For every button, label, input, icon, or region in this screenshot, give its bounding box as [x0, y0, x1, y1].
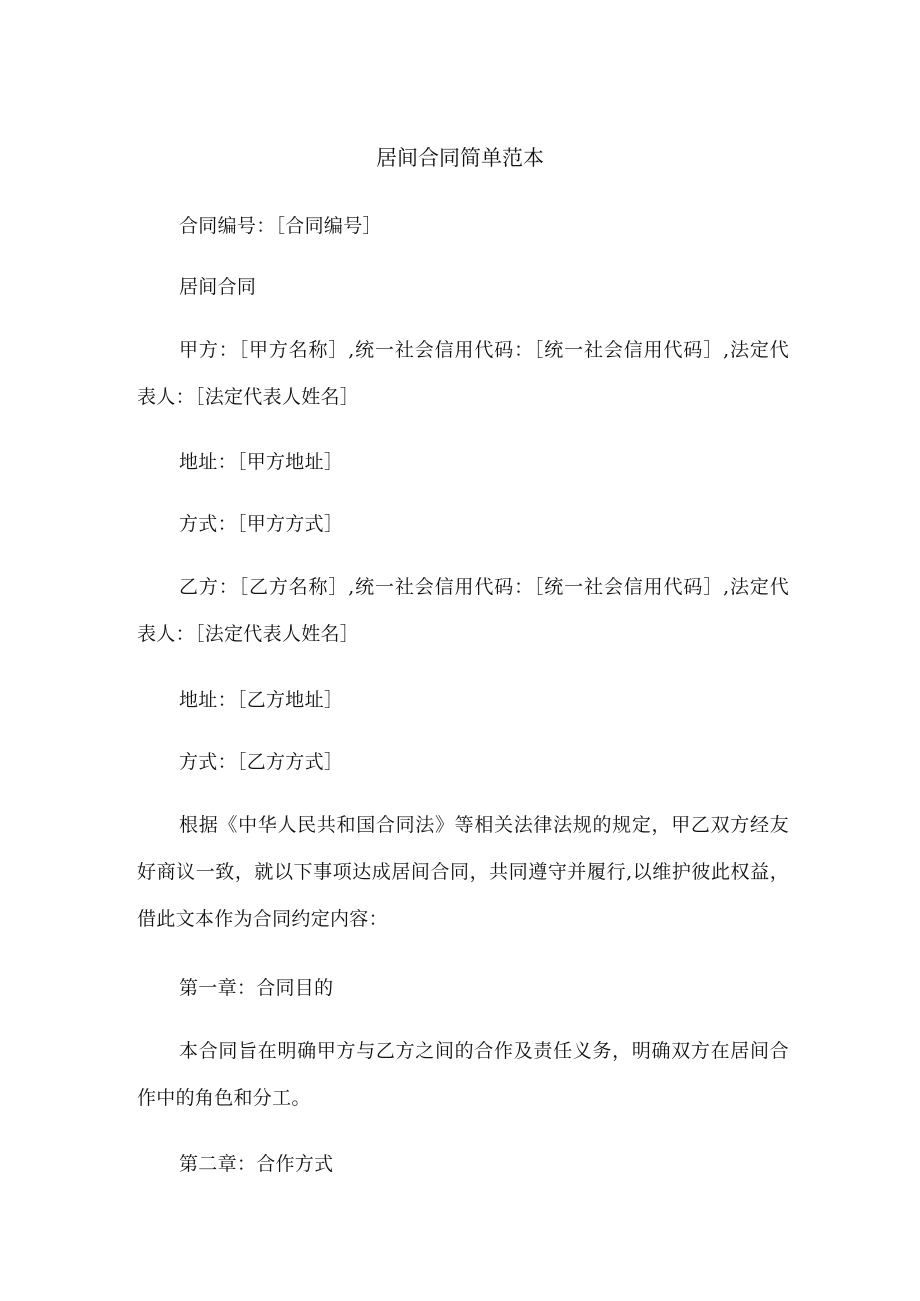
party-a-info: 甲方：［甲方名称］,统一社会信用代码：［统一社会信用代码］,法定代表人：［法定代表人姓名］: [137, 339, 789, 408]
chapter-two-heading: 第二章：合作方式: [179, 1153, 334, 1175]
party-b-address: 地址：［乙方地址］: [179, 689, 344, 711]
contract-number: 合同编号：［合同编号］: [179, 215, 382, 237]
document-title: 居间合同简单范本: [376, 146, 544, 170]
chapter-one-body: 本合同旨在明确甲方与乙方之间的合作及责任义务，明确双方在居间合作中的角色和分工。: [137, 1040, 789, 1109]
preamble-paragraph: 根据《中华人民共和国合同法》等相关法律法规的规定，甲乙双方经友好商议一致，就以下事项达成居间合同，共同遵守并履行,以维护彼此权益，借此文本作为合同约定内容：: [137, 814, 789, 930]
party-a-contact: 方式：［甲方方式］: [179, 513, 344, 535]
chapter-one-heading: 第一章：合同目的: [179, 977, 334, 999]
party-b-contact: 方式：［乙方方式］: [179, 751, 344, 773]
party-a-address: 地址：［甲方地址］: [179, 451, 344, 473]
party-b-info: 乙方：［乙方名称］,统一社会信用代码：［统一社会信用代码］,法定代表人：［法定代表人姓名］: [137, 576, 789, 645]
contract-type: 居间合同: [179, 276, 257, 298]
